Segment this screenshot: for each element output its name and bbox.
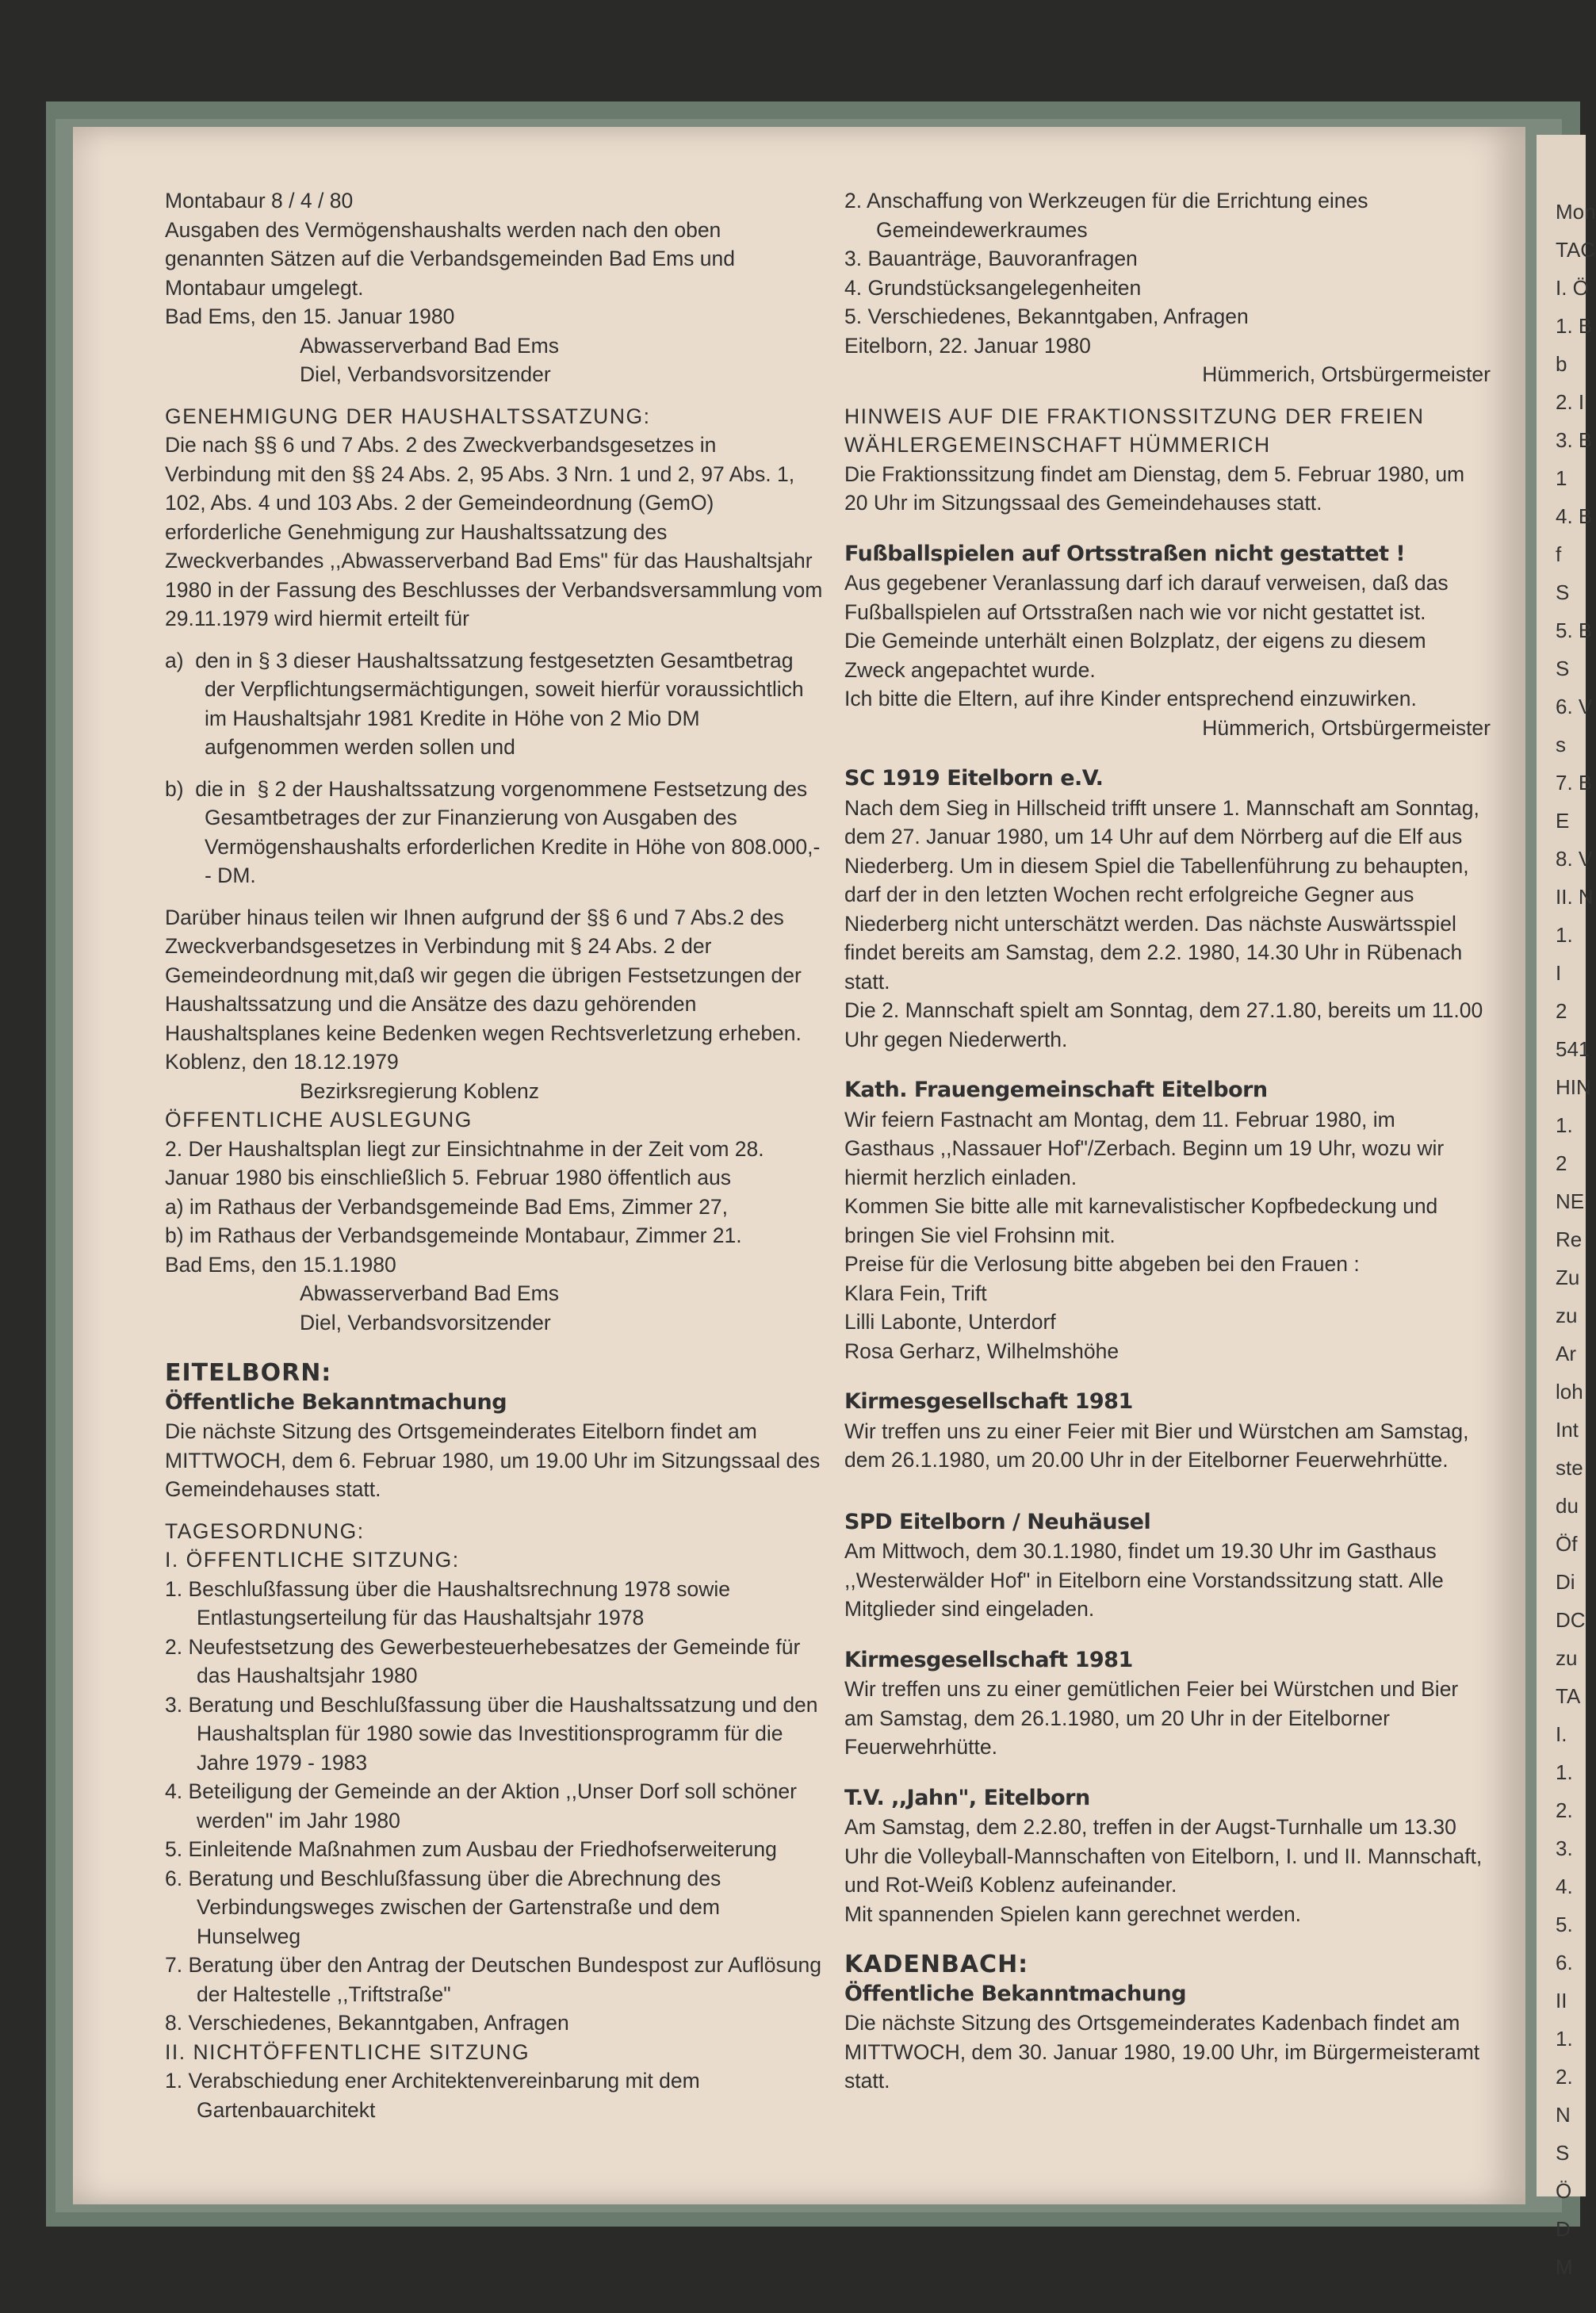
date-line: Koblenz, den 18.12.1979 <box>165 1050 399 1074</box>
date-line: Bad Ems, den 15.1.1980 <box>165 1252 396 1277</box>
paragraph: Die nächste Sitzung des Ortsgemeinderates Eitelborn findet am MITTWOCH, dem 6. Februar 1980, um 19.00 Uhr im Sitzungssaal des Gemeindehauses statt. <box>165 1419 821 1501</box>
paragraph: Ich bitte die Eltern, auf ihre Kinder entsprechend einzuwirken. <box>844 687 1417 710</box>
adjacent-page-fragment: Zu <box>1556 1266 1580 1289</box>
list-item: a) den in § 3 dieser Haushaltssatzung festgesetzten Gesamtbetrag der Verpflichtungsermächtigungen, soweit hierfür voraussichtlich im Haushaltsjahr 1981 Kredite in Höhe von 2 Mio DM aufgenommen werden sollen und <box>165 648 804 759</box>
adjacent-page-fragment: N <box>1556 2103 1571 2127</box>
adjacent-page-fragment: S <box>1556 580 1570 604</box>
adjacent-page-fragment: DC <box>1556 1608 1586 1632</box>
agenda-item: 2. Anschaffung von Werkzeugen für die Errichtung eines Gemeindewerkraumes <box>844 189 1368 242</box>
adjacent-page-fragment: f <box>1556 542 1562 566</box>
paragraph: Wir feiern Fastnacht am Montag, dem 11. Februar 1980, im Gasthaus ,,Nassauer Hof"/Zerbach. Beginn um 19 Uhr, wozu wir hiermit herzlich einladen. <box>844 1107 1445 1189</box>
adjacent-page-fragment: II. N <box>1556 885 1594 909</box>
text-line: Ausgaben des Vermögenshaushalts werden nach den oben <box>165 217 721 242</box>
notice-title: SPD Eitelborn / Neuhäusel <box>844 1509 1151 1534</box>
adjacent-page-fragment: I. Ö <box>1556 276 1589 300</box>
agenda-item: 3. Bauanträge, Bauvoranfragen <box>844 247 1138 270</box>
signature-org: Bezirksregierung Koblenz <box>300 1078 539 1103</box>
adjacent-page-fragment: 1. <box>1556 923 1573 947</box>
agenda-subheading: II. NICHTÖFFENTLICHE SITZUNG <box>165 2039 530 2064</box>
adjacent-page-fragment: D <box>1556 2217 1571 2241</box>
adjacent-page-fragment: 2. I <box>1556 390 1585 414</box>
notice-title: Kath. Frauengemeinschaft Eitelborn <box>844 1078 1268 1102</box>
notice-title: Öffentliche Bekanntmachung <box>844 1981 1187 2006</box>
adjacent-page-fragment: II <box>1556 1989 1567 2012</box>
agenda-item: 7. Beratung über den Antrag der Deutschen Bundespost zur Auflösung der Haltestelle ,,Triftstraße" <box>165 1953 821 2006</box>
town-heading: KADENBACH: <box>844 1951 1029 1978</box>
paragraph: Preise für die Verlosung bitte abgeben bei den Frauen : <box>844 1252 1360 1276</box>
paragraph: Mit spannenden Spielen kann gerechnet werden. <box>844 1901 1302 1926</box>
adjacent-page-fragment: E <box>1556 809 1570 833</box>
notice-title: Öffentliche Bekanntmachung <box>165 1389 507 1415</box>
right-column <box>844 186 1491 2096</box>
list-item: b) die in § 2 der Haushaltssatzung vorgenommene Festsetzung des Gesamtbetrages der zur Finanzierung von Ausgaben des Vermögenshaushalts erforderlichen Kredite in Höhe von 808.000,-- DM. <box>165 776 821 887</box>
notice-title: SC 1919 Eitelborn e.V. <box>844 766 1104 791</box>
signature-name: Diel, Verbandsvorsitzender <box>300 362 551 386</box>
adjacent-page-fragment: 5. <box>1556 1913 1573 1936</box>
signature-org: Abwasserverband Bad Ems <box>300 1281 559 1305</box>
adjacent-page-fragment: 4. <box>1556 1875 1573 1898</box>
adjacent-page-fragment: du <box>1556 1494 1579 1518</box>
town-heading: EITELBORN: <box>165 1359 332 1387</box>
paragraph: Darüber hinaus teilen wir Ihnen aufgrund der §§ 6 und 7 Abs.2 des Zweckverbandsgesetzes in Verbindung mit § 24 Abs. 2 der Gemeindeordnung mit,daß wir gegen die übrigen Festsetzungen der Haushaltssatzung und die Ansätze des dazu gehörenden Haushaltsplanes keine Bedenken wegen Rechtsverletzung erheben. <box>165 905 802 1045</box>
agenda-item: 5. Einleitende Maßnahmen zum Ausbau der Friedhofserweiterung <box>165 1837 777 1861</box>
list-item: Klara Fein, Trift <box>844 1281 987 1305</box>
signature-name: Hümmerich, Ortsbürgermeister <box>1202 362 1491 386</box>
paragraph: Die 2. Mannschaft spielt am Sonntag, dem 27.1.80, bereits um 11.00 Uhr gegen Niederwerth. <box>844 998 1483 1051</box>
paragraph: Die nächste Sitzung des Ortsgemeinderates Kadenbach findet am MITTWOCH, dem 30. Januar 1980, 19.00 Uhr, im Bürgermeisteramt statt. <box>844 2011 1480 2093</box>
adjacent-page-fragment: 1. <box>1556 1760 1573 1784</box>
agenda-heading: TAGESORDNUNG: <box>165 1518 365 1543</box>
adjacent-page-fragment: loh <box>1556 1380 1583 1404</box>
date-line: Bad Ems, den 15. Januar 1980 <box>165 304 455 328</box>
adjacent-page-fragment: 2. <box>1556 2065 1573 2089</box>
adjacent-page-fragment: Ö <box>1556 2179 1572 2203</box>
agenda-item: 3. Beratung und Beschlußfassung über die Haushaltssatzung und den Haushaltsplan für 1980 sowie das Investitionsprogramm für die Jahre 1979 - 1983 <box>165 1692 818 1775</box>
date-line: Eitelborn, 22. Januar 1980 <box>844 333 1091 358</box>
section-heading: GENEHMIGUNG DER HAUSHALTSSATZUNG: <box>165 404 651 428</box>
agenda-item: 8. Verschiedenes, Bekanntgaben, Anfragen <box>165 2011 569 2035</box>
adjacent-page-fragment: Di <box>1556 1570 1575 1594</box>
adjacent-page-fragment: S <box>1556 2141 1570 2165</box>
adjacent-page-fragment: zu <box>1556 1646 1578 1670</box>
adjacent-page-fragment: 3. B <box>1556 428 1593 452</box>
adjacent-page-fragment: 8. V <box>1556 847 1593 871</box>
paragraph: Am Mittwoch, dem 30.1.1980, findet um 19.30 Uhr im Gasthaus ,,Westerwälder Hof" in Eitelborn eine Vorstandssitzung statt. Alle Mitglieder sind eingeladen. <box>844 1539 1444 1621</box>
paragraph: Nach dem Sieg in Hillscheid trifft unsere 1. Mannschaft am Sonntag, dem 27. Januar 1980, um 14 Uhr auf dem Nörrberg auf die Elf aus Niederberg. Um in diesem Spiel die Tabellenführung zu behaupten, darf der in den letzten Wochen recht erfolgreiche Gegner aus Niederberg nicht unterschätzt werden. Das nächste Auswärtsspiel findet bereits am Samstag, dem 2.2. 1980, 14.30 Uhr in Rübenach statt. <box>844 795 1479 994</box>
paragraph: Wir treffen uns zu einer Feier mit Bier und Würstchen am Samstag, dem 26.1.1980, um 20.00 Uhr in der Eitelborner Feuerwehrhütte. <box>844 1419 1469 1472</box>
place-date: Montabaur 8 / 4 / 80 <box>165 189 354 213</box>
notice-title: T.V. ,,Jahn", Eitelborn <box>844 1785 1090 1810</box>
section-heading: ÖFFENTLICHE AUSLEGUNG <box>165 1108 473 1132</box>
adjacent-page-fragment: I. <box>1556 1722 1567 1746</box>
adjacent-page-fragment: Int <box>1556 1418 1579 1442</box>
adjacent-page-fragment: I <box>1556 961 1562 985</box>
adjacent-page-fragment: 5. B <box>1556 618 1593 642</box>
paragraph: Am Samstag, dem 2.2.80, treffen in der Augst-Turnhalle um 13.30 Uhr die Volleyball-Mannschaften von Eitelborn, I. und II. Mannschaft, und Rot-Weiß Koblenz aufeinander. <box>844 1815 1483 1897</box>
paragraph: Wir treffen uns zu einer gemütlichen Feier bei Würstchen und Bier am Samstag, dem 26.1.1980, um 20 Uhr in der Eitelborner Feuerwehrhütte. <box>844 1677 1459 1759</box>
agenda-item: 4. Beteiligung der Gemeinde an der Aktion ,,Unser Dorf soll schöner werden" im Jahr 1980 <box>165 1779 797 1832</box>
adjacent-page-fragment: TAC <box>1556 238 1596 262</box>
adjacent-page-fragment: 4. B <box>1556 504 1593 528</box>
agenda-item: 5. Verschiedenes, Bekanntgaben, Anfragen <box>844 304 1249 328</box>
paragraph: Die Fraktionssitzung findet am Dienstag, dem 5. Februar 1980, um 20 Uhr im Sitzungssaal des Gemeindehauses statt. <box>844 461 1465 515</box>
adjacent-page-fragment: 2. <box>1556 1798 1573 1822</box>
paragraph: Kommen Sie bitte alle mit karnevalistischer Kopfbedeckung und bringen Sie viel Frohsinn mit. <box>844 1194 1438 1247</box>
list-item: a) im Rathaus der Verbandsgemeinde Bad Ems, Zimmer 27, <box>165 1194 728 1219</box>
paragraph: 2. Der Haushaltsplan liegt zur Einsichtnahme in der Zeit vom 28. Januar 1980 bis einschließlich 5. Februar 1980 öffentlich aus <box>165 1136 764 1189</box>
adjacent-page-fragment: 7. B <box>1556 771 1593 795</box>
list-item: b) im Rathaus der Verbandsgemeinde Montabaur, Zimmer 21. <box>165 1224 742 1247</box>
adjacent-page-fragment: 6. <box>1556 1951 1573 1974</box>
adjacent-page-fragment: NE <box>1556 1189 1585 1213</box>
signature-name: Hümmerich, Ortsbürgermeister <box>1202 715 1491 740</box>
adjacent-page-fragment: zu <box>1556 1304 1578 1327</box>
adjacent-page-fragment: 2 <box>1556 1151 1567 1175</box>
adjacent-page-fragment: b <box>1556 352 1567 376</box>
paragraph: Die Gemeinde unterhält einen Bolzplatz, der eigens zu diesem Zweck angepachtet wurde. <box>844 629 1426 682</box>
adjacent-page-fragment: M <box>1556 2255 1573 2279</box>
paragraph: Aus gegebener Veranlassung darf ich darauf verweisen, daß das Fußballspielen auf Ortsstraßen nach wie vor nicht gestattet ist. <box>844 571 1449 624</box>
adjacent-page-fragment: TA <box>1556 1684 1581 1708</box>
adjacent-page-fragment: S <box>1556 657 1570 680</box>
adjacent-page-fragment: 1. <box>1556 2027 1573 2051</box>
adjacent-page-fragment: Re <box>1556 1227 1583 1251</box>
left-column <box>165 186 823 2124</box>
agenda-item: 2. Neufestsetzung des Gewerbesteuerhebesatzes der Gemeinde für das Haushaltsjahr 1980 <box>165 1634 801 1687</box>
list-item: Rosa Gerharz, Wilhelmshöhe <box>844 1338 1119 1363</box>
list-item: Lilli Labonte, Unterdorf <box>844 1310 1056 1334</box>
section-heading: HINWEIS AUF DIE FRAKTIONSSITZUNG DER FREIEN WÄHLERGEMEINSCHAFT HÜMMERICH <box>844 404 1425 457</box>
signature-org: Abwasserverband Bad Ems <box>300 333 559 358</box>
adjacent-page-fragment: 3. <box>1556 1836 1573 1860</box>
notice-title: Kirmesgesellschaft 1981 <box>844 1647 1133 1672</box>
adjacent-page-edge <box>1537 135 1596 2279</box>
agenda-item: 1. Beschlußfassung über die Haushaltsrechnung 1978 sowie Entlastungserteilung für das Haushaltsjahr 1978 <box>165 1576 731 1629</box>
signature-name: Diel, Verbandsvorsitzender <box>300 1310 551 1335</box>
paragraph: Die nach §§ 6 und 7 Abs. 2 des Zweckverbandsgesetzes in Verbindung mit den §§ 24 Abs. 2, 95 Abs. 3 Nrn. 1 und 2, 97 Abs. 1, 102, Abs. 4 und 103 Abs. 2 der Gemeindeordnung (GemO) erforderliche Genehmigung zur Haushaltssatzung des Zweckverbandes ,,Abwasserverband Bad Ems" für das Haushaltsjahr 1980 in der Fassung des Beschlusses der Verbandsversammlung vom 29.11.1979 wird hiermit erteilt für <box>165 433 823 630</box>
adjacent-page-fragment: Mon <box>1556 200 1596 224</box>
adjacent-page-fragment: 1. <box>1556 1113 1573 1137</box>
text-line: Montabaur umgelegt. <box>165 275 364 300</box>
adjacent-page-fragment: HIN <box>1556 1075 1591 1099</box>
agenda-item: 1. Verabschiedung ener Architektenvereinbarung mit dem Gartenbauarchitekt <box>165 2069 700 2122</box>
text-line: genannten Sätzen auf die Verbandsgemeinden Bad Ems und <box>165 247 735 270</box>
adjacent-page-fragment: Ar <box>1556 1342 1576 1365</box>
agenda-item: 4. Grundstücksangelegenheiten <box>844 275 1142 300</box>
agenda-subheading: I. ÖFFENTLICHE SITZUNG: <box>165 1548 460 1572</box>
notice-title: Kirmesgesellschaft 1981 <box>844 1389 1133 1414</box>
agenda-item: 6. Beratung und Beschlußfassung über die Abrechnung des Verbindungsweges zwischen der Gartenstraße und dem Hunselweg <box>165 1866 721 1948</box>
adjacent-page-fragment: s <box>1556 733 1566 756</box>
adjacent-page-fragment: 1. B <box>1556 314 1593 338</box>
adjacent-page-fragment: Öf <box>1556 1532 1578 1556</box>
adjacent-page-fragment: ste <box>1556 1456 1583 1480</box>
notice-title: Fußballspielen auf Ortsstraßen nicht gestattet ! <box>844 541 1406 566</box>
adjacent-page-fragment: 1 <box>1556 466 1567 490</box>
adjacent-page-fragment: 6. V <box>1556 695 1593 718</box>
adjacent-page-fragment: 2 <box>1556 999 1567 1023</box>
adjacent-page-fragment: 541 <box>1556 1037 1590 1061</box>
